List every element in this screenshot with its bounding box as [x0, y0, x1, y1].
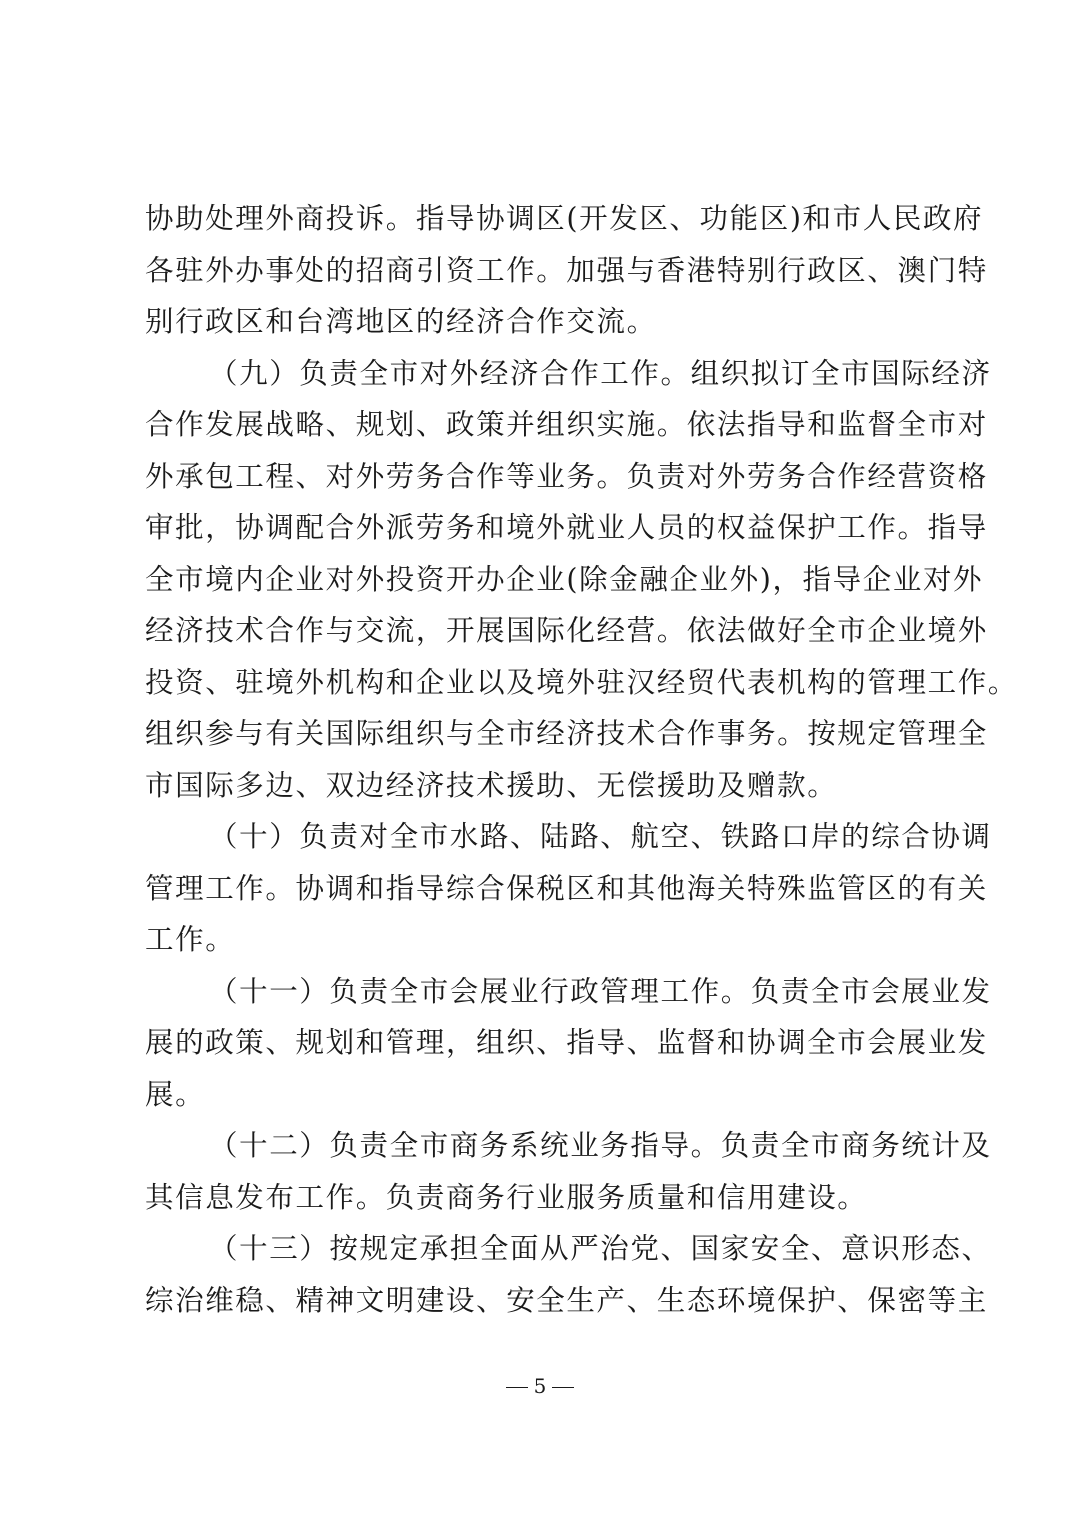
text-line: 投资、驻境外机构和企业以及境外驻汉经贸代表机构的管理工作。	[145, 665, 1018, 699]
text-line: 其信息发布工作。负责商务行业服务质量和信用建设。	[145, 1180, 868, 1214]
paragraph-heading-line: （十二）负责全市商务系统业务指导。负责全市商务统计及	[209, 1129, 992, 1162]
text-line: 全市境内企业对外投资开办企业(除金融企业外)，指导企业对外	[145, 562, 984, 596]
text-line: 外承包工程、对外劳务合作等业务。负责对外劳务合作经营资格	[145, 459, 988, 493]
page-footer	[0, 1372, 1080, 1400]
text-line: 展的政策、规划和管理，组织、指导、监督和协调全市会展业发	[145, 1026, 988, 1059]
text-line: 展。	[145, 1077, 206, 1111]
page-number: 5	[533, 1374, 547, 1398]
text-line: 经济技术合作与交流，开展国际化经营。依法做好全市企业境外	[145, 614, 988, 647]
text-line: 各驻外办事处的招商引资工作。加强与香港特别行政区、澳门特	[145, 253, 988, 287]
document-body	[145, 193, 1018, 1326]
text-line: 组织参与有关国际组织与全市经济技术合作事务。按规定管理全	[145, 717, 988, 750]
text-line: 别行政区和台湾地区的经济合作交流。	[145, 305, 657, 338]
footer-dash-left	[506, 1387, 528, 1388]
paragraph-heading-line: （九）负责全市对外经济合作工作。组织拟订全市国际经济	[209, 356, 992, 390]
footer-dash-right	[552, 1387, 574, 1388]
paragraph-heading-line: （十三）按规定承担全面从严治党、国家安全、意识形态、	[209, 1232, 992, 1265]
paragraph-heading-line: （十）负责对全市水路、陆路、航空、铁路口岸的综合协调	[209, 820, 992, 853]
text-line: 工作。	[145, 923, 236, 956]
text-line: 审批，协调配合外派劳务和境外就业人员的权益保护工作。指导	[145, 511, 988, 544]
text-line: 管理工作。协调和指导综合保税区和其他海关特殊监管区的有关	[145, 871, 988, 905]
text-line: 协助处理外商投诉。指导协调区(开发区、功能区)和市人民政府	[145, 202, 984, 235]
text-line: 市国际多边、双边经济技术援助、无偿援助及赠款。	[145, 768, 838, 802]
paragraph-heading-line: （十一）负责全市会展业行政管理工作。负责全市会展业发	[209, 974, 992, 1008]
text-line: 综治维稳、精神文明建设、安全生产、生态环境保护、保密等主	[145, 1283, 988, 1317]
text-line: 合作发展战略、规划、政策并组织实施。依法指导和监督全市对	[145, 408, 988, 441]
